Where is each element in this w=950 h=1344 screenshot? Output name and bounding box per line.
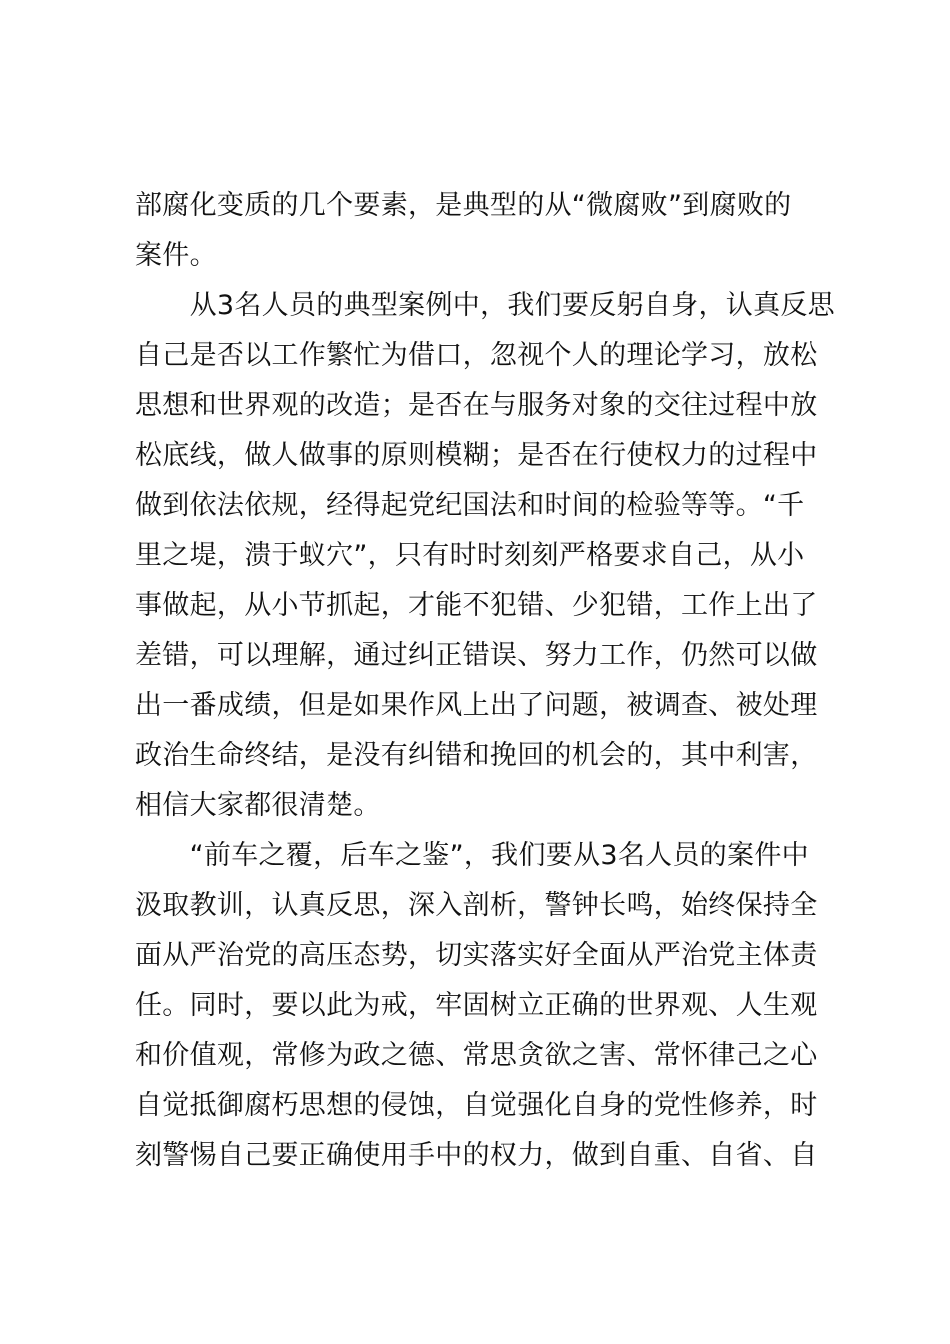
text-line: 出一番成绩，但是如果作风上出了问题，被调查、被处理	[135, 690, 818, 721]
text-line: 思想和世界观的改造；是否在与服务对象的交往过程中放	[135, 390, 818, 421]
text-line: 自觉抵御腐朽思想的侵蚀，自觉强化自身的党性修养，时	[135, 1090, 818, 1121]
text-line: 差错，可以理解，通过纠正错误、努力工作，仍然可以做	[135, 640, 818, 671]
document-body	[135, 181, 835, 1181]
text-line: 里之堤，溃于蚁穴”，只有时时刻刻严格要求自己，从小	[135, 540, 805, 571]
text-line: 任。同时，要以此为戒，牢固树立正确的世界观、人生观	[135, 990, 818, 1021]
text-line: 面从严治党的高压态势，切实落实好全面从严治党主体责	[135, 940, 818, 971]
text-line: 和价值观，常修为政之德、常思贪欲之害、常怀律己之心	[135, 1040, 818, 1071]
text-line: 自己是否以工作繁忙为借口，忽视个人的理论学习，放松	[135, 340, 818, 371]
text-line: 做到依法依规，经得起党纪国法和时间的检验等等。“千	[135, 490, 805, 521]
text-line: “前车之覆，后车之鉴”，我们要从3名人员的案件中	[135, 840, 809, 871]
text-line: 松底线，做人做事的原则模糊；是否在行使权力的过程中	[135, 440, 818, 471]
text-line: 相信大家都很清楚。	[135, 790, 381, 821]
text-line: 从3名人员的典型案例中，我们要反躬自身，认真反思	[135, 290, 835, 321]
text-line: 汲取教训，认真反思，深入剖析，警钟长鸣，始终保持全	[135, 890, 818, 921]
text-line: 案件。	[135, 240, 217, 271]
text-line: 政治生命终结，是没有纠错和挽回的机会的，其中利害，	[135, 740, 818, 771]
text-line: 刻警惕自己要正确使用手中的权力，做到自重、自省、自	[135, 1140, 818, 1171]
text-line: 事做起，从小节抓起，才能不犯错、少犯错，工作上出了	[135, 590, 818, 621]
text-line: 部腐化变质的几个要素，是典型的从“微腐败”到腐败的	[135, 190, 792, 221]
